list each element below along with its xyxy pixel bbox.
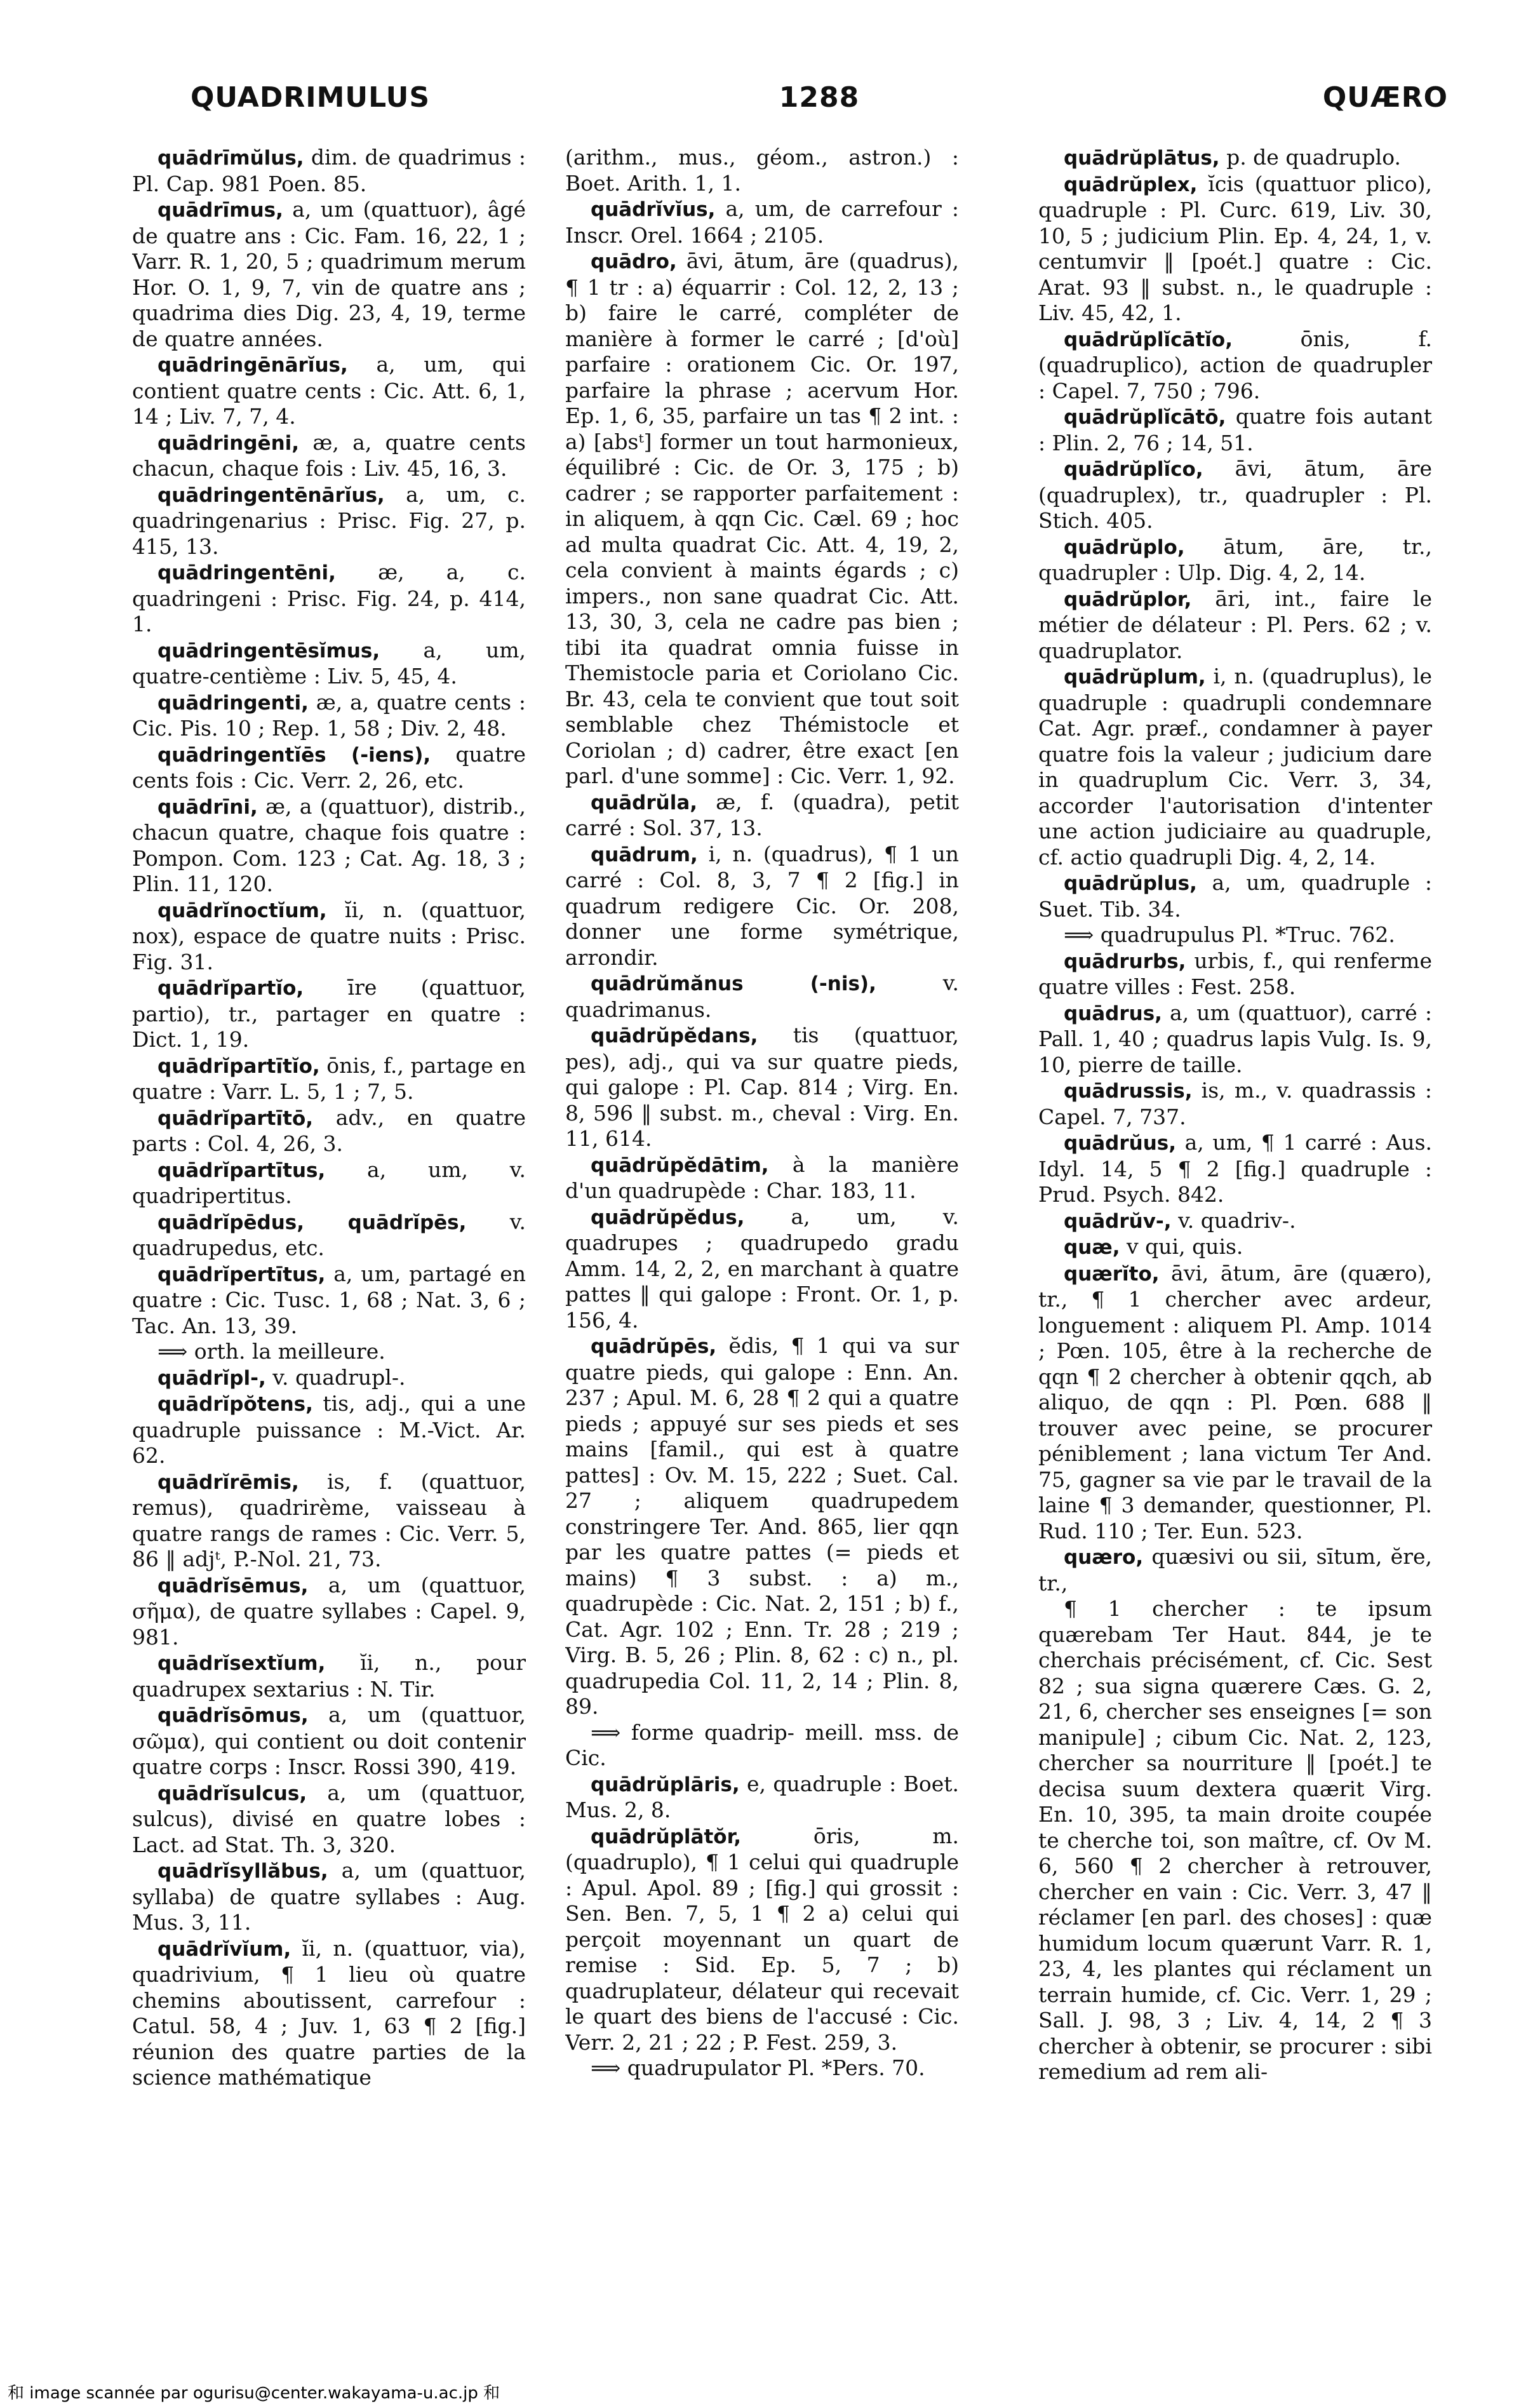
definition-text: a, um (quattuor, σῆμα), de quatre syllabes : Capel. 9, 981. [132, 1572, 526, 1650]
headword: quādrŭplĭcātĭo, [1064, 328, 1233, 351]
definition-text: ātum, āre, tr., quadrupler : Ulp. Dig. 4, 2, 14. [1038, 534, 1432, 585]
page-number: 1288 [779, 81, 860, 114]
definition-text: v. quadrupedus, etc. [132, 1209, 526, 1260]
definition-text: ĭcis (quattuor plico), quadruple : Pl. Curc. 619, Liv. 30, 10, 5 ; judicium Plin. Ep. 4, 24, 1, v. centumvir ‖ [poét.] quatre : Cic. Arat. 93 ‖ subst. n., le quadruple : Liv. 45, 42, 1. [1038, 171, 1432, 325]
definition-text: ĭi, n., pour quadrupex sextarius : N. Tir. [132, 1650, 526, 1702]
dictionary-entry [132, 1365, 526, 1392]
dictionary-entry [1038, 1596, 1432, 2085]
definition-text: i, n. (quadruplus), le quadruple : quadrupli condemnare Cat. Agr. præf., condamner à payer quatre fois la valeur ; judicium dare in quadruplum Cic. Verr. 3, 34, accorder l'autorisation d'intenter une action judiciaire au quadruple, cf. actio quadrupli Dig. 4, 2, 14. [1038, 664, 1432, 870]
headword: quādrŭplātus, [1064, 147, 1220, 170]
dictionary-entry [132, 1339, 526, 1365]
dictionary-entry [132, 638, 526, 690]
headword: quādrĭsulcus, [157, 1782, 307, 1805]
headword: quādrŭpĕdans, [591, 1025, 758, 1047]
headword: quādrŭplāris, [591, 1773, 740, 1796]
definition-text: ĭi, n. (quattuor, via), quadrivium, ¶ 1 lieu où quatre chemins aboutissent, carrefour : Catul. 58, 4 ; Juv. 1, 63 ¶ 2 [fig.] réunion des quatre parties de la science mathématique [132, 1935, 526, 2090]
headword: quādrussis, [1064, 1080, 1193, 1103]
dictionary-entry [132, 690, 526, 742]
definition-text: is, f. (quattuor, remus), quadrirème, vaisseau à quatre rangs de rames : Cic. Verr. 5, 86 ‖ adjᵗ, P.-Nol. 21, 73. [132, 1468, 526, 1571]
dictionary-entry [132, 794, 526, 897]
headword: quādrĭvĭum, [157, 1937, 291, 1961]
dictionary-entry [1038, 1078, 1432, 1130]
definition-text: īre (quattuor, partio), tr., partager en quatre : Dict. 1, 19. [132, 975, 526, 1052]
dictionary-entry [1038, 870, 1432, 922]
dictionary-entry [565, 1824, 959, 2056]
headword: quādrŭv-, [1064, 1209, 1172, 1233]
definition-text: æ, a, c. quadringeni : Prisc. Fig. 24, p. 414, 1. [132, 560, 526, 636]
headword: quādrĭsōmus, [157, 1704, 309, 1727]
headword: quādrŭplus, [1064, 872, 1197, 895]
headword: quādrum, [591, 843, 698, 866]
dictionary-entry [565, 1023, 959, 1152]
definition-text: a, um, quatre-centième : Liv. 5, 45, 4. [132, 637, 526, 689]
definition-text: a, um (quattuor, syllaba) de quatre syllabes : Aug. Mus. 3, 11. [132, 1858, 526, 1935]
definition-text: a, um (quattuor, σῶμα), qui contient ou doit contenir quatre corps : Inscr. Rossi 390, 419. [132, 1702, 526, 1779]
definition-text: āvi, ātum, āre (quadruplex), tr., quadrupler : Pl. Stich. 405. [1038, 456, 1432, 533]
definition-text: a, um, v. quadripertitus. [132, 1157, 526, 1208]
dictionary-entry [565, 971, 959, 1023]
definition-text: æ, a, quatre cents chacun, chaque fois : Liv. 45, 16, 3. [132, 429, 526, 481]
definition-text: p. de quadruplo. [1219, 145, 1401, 170]
headword: quæro, [1064, 1546, 1144, 1569]
definition-text: quatre cents fois : Cic. Verr. 2, 26, etc. [132, 741, 526, 793]
definition-text: a, um (quattuor), âgé de quatre ans : Cic. Fam. 16, 22, 1 ; Varr. R. 1, 20, 5 ; quadrimum merum Hor. O. 1, 9, 7, vin de quatre ans ; quadrima dies Dig. 23, 4, 19, terme de quatre années. [132, 197, 526, 351]
dictionary-entry [132, 1936, 526, 2091]
dictionary-entry [132, 1209, 526, 1261]
dictionary-entry [132, 1702, 526, 1780]
headword: quādrus, [1064, 1002, 1162, 1025]
headword: quādro, [591, 250, 677, 273]
headword: quādrŭus, [1064, 1132, 1177, 1155]
definition-text: āvi, ātum, āre (quæro), tr., ¶ 1 chercher avec ardeur, longuement : aliquem Pl. Amp. 1014 ; Pœn. 105, être à la recherche de qqn ¶ 2 chercher à obtenir qqch, ab aliquo, de qqn : Pl. Pœn. 688 ‖ trouver avec peine, se procurer péniblement ; lana victum Ter And. 75, gagner sa vie par le travail de la laine ¶ 3 demander, questionner, Pl. Rud. 110 ; Ter. Eun. 523. [1038, 1260, 1432, 1543]
dictionary-column-2 [565, 145, 959, 2292]
definition-text: tis, adj., qui a une quadruple puissance : M.-Vict. Ar. 62. [132, 1391, 526, 1468]
dictionary-entry [1038, 404, 1432, 456]
headword: quādringentēni, [157, 561, 336, 584]
dictionary-entry [565, 842, 959, 971]
dictionary-entry [132, 1391, 526, 1469]
headword: quādrŭplĭco, [1064, 458, 1203, 481]
definition-text: a, um, qui contient quatre cents : Cic. Att. 6, 1, 14 ; Liv. 7, 7, 4. [132, 352, 526, 429]
headword: quādrŭpēs, [591, 1335, 717, 1358]
dictionary-entry [132, 975, 526, 1053]
dictionary-entry [1038, 586, 1432, 664]
dictionary-entry [1038, 1000, 1432, 1079]
headword: quādringentēsĭmus, [157, 639, 380, 662]
dictionary-entry [565, 1152, 959, 1204]
dictionary-entry [132, 1858, 526, 1936]
headword: quādringēnārĭus, [157, 354, 348, 377]
dictionary-entry [132, 430, 526, 482]
definition-text: a, um, de carrefour : Inscr. Orel. 1664 ; 2105. [565, 196, 959, 248]
dictionary-entry [1038, 664, 1432, 870]
headword: quærĭto, [1064, 1262, 1160, 1286]
definition-text: ōnis, f., partage en quatre : Varr. L. 5, 1 ; 7, 5. [132, 1052, 526, 1104]
dictionary-entry [132, 742, 526, 794]
headword: quādrĭsyllăbus, [157, 1860, 328, 1883]
dictionary-entry [1038, 1208, 1432, 1235]
dictionary-entry [1038, 456, 1432, 534]
definition-text: ĭi, n. (quattuor, nox), espace de quatre nuits : Prisc. Fig. 31. [132, 897, 526, 974]
headword: quādrīmŭlus, [157, 147, 304, 170]
dictionary-column-3 [1038, 145, 1432, 2292]
definition-text: v. quadrimanus. [565, 971, 959, 1022]
headword: quādrŭla, [591, 791, 698, 814]
dictionary-entry [132, 1157, 526, 1209]
dictionary-entry [132, 145, 526, 197]
headword: quādrŭplo, [1064, 535, 1185, 559]
headword: quādrĭpartītĭo, [157, 1054, 320, 1078]
dictionary-entry [1038, 1261, 1432, 1545]
definition-text: e, quadruple : Boet. Mus. 2, 8. [565, 1771, 959, 1822]
dictionary-entry [1038, 948, 1432, 1000]
definition-text: tis (quattuor, pes), adj., qui va sur quatre pieds, qui galope : Pl. Cap. 814 ; Virg. En. 8, 596 ‖ subst. m., cheval : Virg. En. 11, 614. [565, 1023, 959, 1151]
headword: quādrĭpartĭo, [157, 977, 304, 1000]
dictionary-entry [132, 560, 526, 638]
definition-text: ōris, m. (quadruplo), ¶ 1 celui qui quadruple : Apul. Apol. 89 ; [fig.] qui grossit : Sen. Ben. 7, 5, 1 ¶ 2 a) celui qui perçoit moyennant un quart de remise : Sid. Ep. 5, 7 ; b) quadruplateur, délateur qui recevait le quart des biens de l'accusé : Cic. Verr. 2, 21 ; 22 ; P. Fest. 259, 3. [565, 1823, 959, 2055]
definition-text: a, um, c. quadringenarius : Prisc. Fig. 27, p. 415, 13. [132, 481, 526, 559]
headword: quādrĭsēmus, [157, 1574, 309, 1597]
headword: quādrŭplor, [1064, 588, 1192, 611]
definition-text: ⟹ quadrupulator Pl. *Pers. 70. [591, 2055, 925, 2080]
headword: quādrĭpartītō, [157, 1106, 314, 1130]
dictionary-entry [565, 145, 959, 196]
definition-text: à la manière d'un quadrupède : Char. 183, 11. [565, 1152, 959, 1203]
headword: quādrŭmănus (-nis), [591, 972, 876, 995]
definition-text: æ, f. (quadra), petit carré : Sol. 37, 13. [565, 789, 959, 840]
running-head-right: QUÆRO [1322, 81, 1448, 114]
dictionary-entry [132, 1053, 526, 1105]
definition-text: ĕdis, ¶ 1 qui va sur quatre pieds, qui galope : Enn. An. 237 ; Apul. M. 6, 28 ¶ 2 qui a quatre pieds ; appuyé sur ses pieds et ses mains [famil., qui est à quatre pattes] : Ov. M. 15, 222 ; Suet. Cal. 27 ; aliquem quadrupedem constringere Ter. And. 865, lier qqn par les quatre pattes (= pieds et mains) ¶ 3 subst. : a) m., quadrupède : Cic. Nat. 2, 151 ; b) f., Cat. Agr. 102 ; Enn. Tr. 28 ; 219 ; Virg. B. 5, 26 ; Plin. 8, 62 : c) n., pl. quadrupedia Col. 11, 2, 14 ; Plin. 8, 89. [565, 1333, 959, 1719]
headword: quādrĭvĭus, [591, 198, 716, 221]
dictionary-entry [565, 1204, 959, 1334]
headword: quādrŭplum, [1064, 666, 1206, 689]
headword: quādrŭplĭcātō, [1064, 406, 1226, 429]
definition-text: a, um (quattuor), carré : Pall. 1, 40 ; quadrus lapis Vulg. Is. 9, 10, pierre de taille. [1038, 1000, 1432, 1077]
dictionary-entry [132, 897, 526, 976]
headword: quādrīni, [157, 795, 258, 819]
dictionary-entry [1038, 534, 1432, 586]
headword: quādringentĭēs (-iens), [157, 743, 431, 767]
definition-text: a, um, partagé en quatre : Cic. Tusc. 1, 68 ; Nat. 3, 6 ; Tac. An. 13, 39. [132, 1261, 526, 1338]
headword: quādrĭpertītus, [157, 1263, 326, 1286]
definition-text: v. quadrupl-. [265, 1364, 406, 1390]
headword: quādrĭnoctĭum, [157, 899, 327, 922]
headword: quādrĭsextĭum, [157, 1652, 326, 1675]
headword: quādrĭrēmis, [157, 1470, 299, 1494]
headword: quādrŭpĕdātim, [591, 1153, 769, 1177]
definition-text: (arithm., mus., géom., astron.) : Boet. Arith. 1, 1. [565, 145, 959, 196]
running-head-left: QUADRIMULUS [191, 81, 431, 114]
headword: quādrĭpartītus, [157, 1159, 326, 1182]
definition-text: ⟹ quadrupulus Pl. *Truc. 762. [1064, 922, 1395, 947]
headword: quādrŭpĕdus, [591, 1206, 745, 1229]
definition-text: adv., en quatre parts : Col. 4, 26, 3. [132, 1105, 526, 1156]
dictionary-entry [1038, 1234, 1432, 1261]
dictionary-entry [132, 1780, 526, 1858]
dictionary-entry [132, 1650, 526, 1702]
headword: quæ, [1064, 1236, 1120, 1259]
dictionary-entry [565, 2055, 959, 2081]
definition-text: v qui, quis. [1120, 1234, 1243, 1259]
headword: quādrĭpŏtens, [157, 1393, 313, 1416]
definition-text: ⟹ orth. la meilleure. [157, 1339, 385, 1364]
dictionary-entry [1038, 326, 1432, 405]
dictionary-entry [132, 1469, 526, 1573]
definition-text: ⟹ forme quadrip- meill. mss. de Cic. [565, 1719, 959, 1770]
dictionary-entry [132, 1573, 526, 1651]
dictionary-column-1 [132, 145, 526, 2292]
definition-text: æ, a, quatre cents : Cic. Pis. 10 ; Rep. 1, 58 ; Div. 2, 48. [132, 689, 526, 741]
dictionary-entry [1038, 1544, 1432, 1596]
definition-text: a, um (quattuor, sulcus), divisé en quatre lobes : Lact. ad Stat. Th. 3, 320. [132, 1780, 526, 1857]
dictionary-entry [132, 482, 526, 560]
definition-text: æ, a (quattuor), distrib., chacun quatre, chaque fois quatre : Pompon. Com. 123 ; Cat. Ag. 18, 3 ; Plin. 11, 120. [132, 793, 526, 896]
dictionary-entry [132, 1261, 526, 1340]
dictionary-entry [1038, 1130, 1432, 1208]
definition-text: a, um, ¶ 1 carré : Aus. Idyl. 14, 5 ¶ 2 [fig.] quadruple : Prud. Psych. 842. [1038, 1130, 1432, 1207]
headword: quādrīmus, [157, 199, 283, 222]
headword: quādringēni, [157, 431, 300, 455]
headword: quādrŭplex, [1064, 173, 1198, 196]
headword: quādringentēnārĭus, [157, 483, 385, 507]
definition-text: dim. de quadrimus : Pl. Cap. 981 Poen. 85. [132, 145, 526, 196]
definition-text: ōnis, f. (quadruplico), action de quadrupler : Capel. 7, 750 ; 796. [1038, 326, 1432, 403]
definition-text: v. quadriv-. [1171, 1207, 1296, 1233]
dictionary-entry [565, 1720, 959, 1771]
dictionary-entry [565, 790, 959, 842]
dictionary-entry [565, 196, 959, 248]
headword: quādrurbs, [1064, 950, 1186, 973]
definition-text: quæsivi ou sii, sītum, ĕre, tr., [1038, 1544, 1432, 1596]
dictionary-entry [565, 1333, 959, 1720]
dictionary-entry [132, 352, 526, 430]
definition-text: quatre fois autant : Plin. 2, 76 ; 14, 51. [1038, 404, 1432, 455]
definition-text: āvi, ātum, āre (quadrus), ¶ 1 tr : a) équarrir : Col. 12, 2, 13 ; b) faire le carré, compléter de manière à former le carré ; [d'où] parfaire : orationem Cic. Or. 197, parfaire la phrase ; acervum Hor. Ep. 1, 6, 35, parfaire un tas ¶ 2 int. : a) [absᵗ] former un tout harmonieux, équilibré : Cic. de Or. 3, 175 ; b) cadrer ; se rapporter parfaitement : in aliquem, à qqn Cic. Cæl. 69 ; hoc ad multa quadrat Cic. Att. 4, 19, 2, cela convient à maints égards ; c) impers., non sane quadrat Cic. Att. 13, 30, 3, cela ne cadre pas bien ; tibi ita quadrat omnia fuisse in Themistocle paria et Coriolano Cic. Br. 43, cela te convient que tout soit semblable chez Thémistocle et Coriolan ; d) cadrer, être exact [en parl. d'une somme] : Cic. Verr. 1, 92. [565, 248, 959, 788]
definition-text: a, um, quadruple : Suet. Tib. 34. [1038, 870, 1432, 922]
definition-text: a, um, v. quadrupes ; quadrupedo gradu Amm. 14, 2, 2, en marchant à quatre pattes ‖ qui galope : Front. Or. 1, p. 156, 4. [565, 1204, 959, 1333]
dictionary-entry [1038, 922, 1432, 948]
definition-text: āri, int., faire le métier de délateur : Pl. Pers. 62 ; v. quadruplator. [1038, 586, 1432, 663]
dictionary-entry [132, 197, 526, 352]
scan-credit: 和 image scannée par ogurisu@center.wakayama-u.ac.jp 和 [8, 2384, 500, 2403]
definition-text: ¶ 1 chercher : te ipsum quærebam Ter Haut. 844, je te cherchais précisément, cf. Cic. Sest 82 ; sua signa quærere Cæs. G. 2, 21, 6, chercher ses enseignes [= son manipule] ; cibum Cic. Nat. 2, 123, chercher sa nourriture ‖ [poét.] te decisa suum dextera quærit Virg. En. 10, 395, ta main droite coupée te cherche toi, son maître, cf. Ov M. 6, 560 ¶ 2 chercher à retrouver, chercher en vain : Cic. Verr. 3, 47 ‖ réclamer [en parl. des choses] : quæ humidum locum quærunt Varr. R. 1, 23, 4, les plantes qui réclament un terrain humide, cf. Cic. Verr. 1, 29 ; Sall. J. 98, 3 ; Liv. 4, 14, 2 ¶ 3 chercher à obtenir, se procurer : sibi remedium ad rem ali- [1038, 1596, 1432, 2084]
definition-text: i, n. (quadrus), ¶ 1 un carré : Col. 8, 3, 7 ¶ 2 [fig.] in quadrum redigere Cic. Or. 208, donner une forme symétrique, arrondir. [565, 841, 959, 970]
dictionary-entry [565, 248, 959, 790]
headword: quādrŭplātŏr, [591, 1825, 742, 1848]
definition-text: is, m., v. quadrassis : Capel. 7, 737. [1038, 1078, 1432, 1129]
dictionary-entry [132, 1105, 526, 1157]
page-header [191, 81, 1448, 126]
headword: quādrĭpl-, [157, 1366, 266, 1390]
definition-text: urbis, f., qui renferme quatre villes : Fest. 258. [1038, 948, 1432, 999]
dictionary-entry [565, 1771, 959, 1824]
dictionary-entry [1038, 171, 1432, 326]
dictionary-entry [1038, 145, 1432, 171]
headword: quādrĭpēdus, quādrĭpēs, [157, 1211, 467, 1234]
headword: quādringenti, [157, 691, 309, 715]
